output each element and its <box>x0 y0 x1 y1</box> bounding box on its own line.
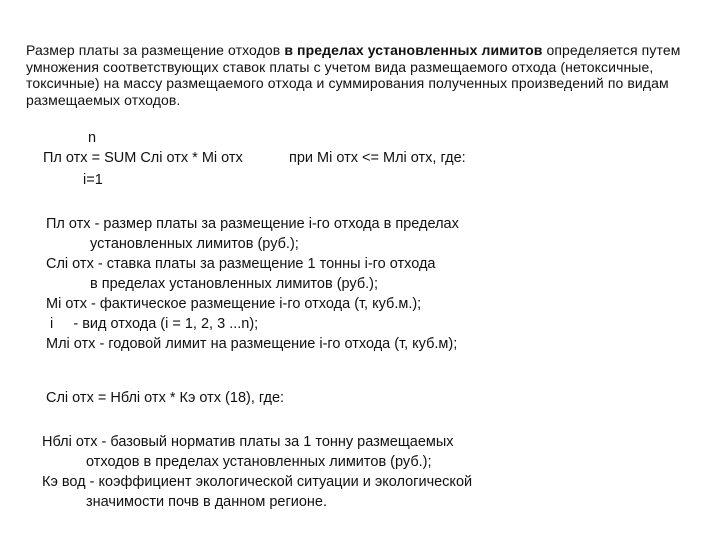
sum-lower-limit: i=1 <box>83 172 103 188</box>
intro-paragraph <box>26 42 706 108</box>
definition-line: i - вид отхода (i = 1, 2, 3 ...n); <box>50 316 259 332</box>
definitions-block <box>46 214 459 354</box>
rate-formula: Слi отх = Нблi отх * Кэ отх (18), где: <box>46 390 285 406</box>
definition-line: значимости почв в данном регионе. <box>86 494 328 510</box>
definition-line: Кэ вод - коэффициент экологической ситуации и экологической <box>42 474 473 490</box>
formula-main: Пл отх = SUM Слi отх * Мi отх <box>43 150 243 166</box>
formula-condition: при Мi отх <= Млi отх, где: <box>289 150 466 166</box>
definition-line: установленных лимитов (руб.); <box>90 236 299 252</box>
sum-upper-limit: n <box>88 130 97 146</box>
definition-line: отходов в пределах установленных лимитов (руб.); <box>86 454 432 470</box>
definition-line: Слi отх - ставка платы за размещение 1 тонны i-го отхода <box>46 256 436 272</box>
intro-text-1: Размер платы за размещение отходов <box>26 42 285 58</box>
definitions-block-2 <box>42 432 472 512</box>
intro-text-bold: в пределах установленных лимитов <box>284 42 543 58</box>
definition-line: в пределах установленных лимитов (руб.); <box>90 276 379 292</box>
intro-text-2: определяется путем умножения соответствующих ставок платы с учетом вида размещаемого отхода (нетоксичные, токсичные) на массу размещаемого отхода и суммирования полученных произведений по видам размещаемых отходов. <box>26 42 681 108</box>
definition-line: Мi отх - фактическое размещение i-го отхода (т, куб.м.); <box>46 296 422 312</box>
definition-line: Млi отх - годовой лимит на размещение i-го отхода (т, куб.м); <box>46 336 458 352</box>
definition-line: Нблi отх - базовый норматив платы за 1 тонну размещаемых <box>42 434 454 450</box>
definition-line: Пл отх - размер платы за размещение i-го отхода в пределах <box>46 216 459 232</box>
